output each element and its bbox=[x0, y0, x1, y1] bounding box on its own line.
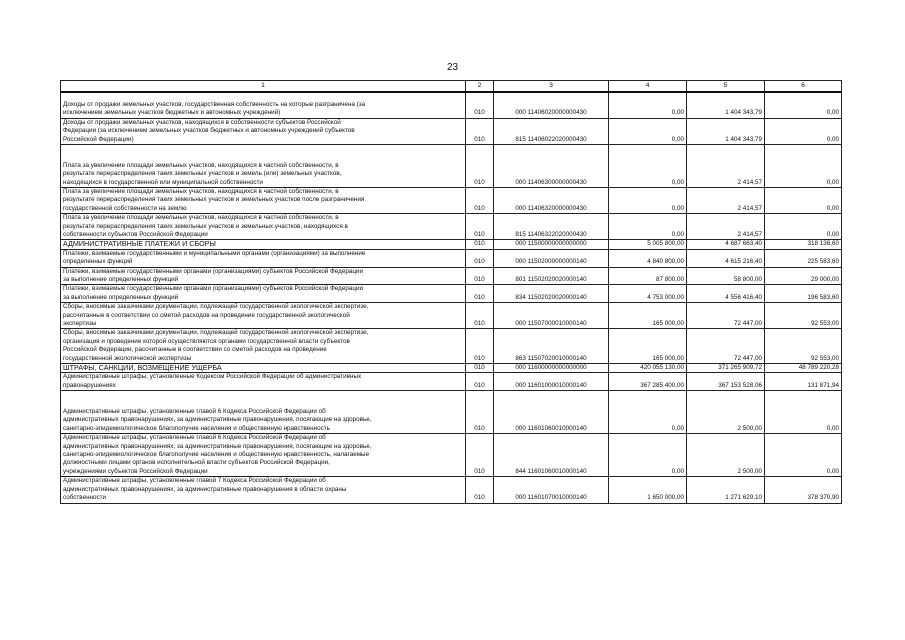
row-col6-value: 0,00 bbox=[765, 144, 842, 187]
row-kbk: 801 11502020020000140 bbox=[494, 267, 609, 285]
row-code: 010 bbox=[466, 373, 494, 391]
row-name: Платежи, взимаемые государственными органами (организациями) субъектов Российской Федерации за выполнение определенных функций bbox=[61, 285, 466, 303]
row-kbk: 000 11507000010000140 bbox=[494, 303, 609, 329]
row-name: Платежи, взимаемые государственными органами (организациями) субъектов Российской Федерации за выполнение определенных функций bbox=[61, 267, 466, 285]
table-row bbox=[61, 144, 842, 187]
table-row bbox=[61, 285, 842, 303]
row-name: Доходы от продажи земельных участков, государственная собственность на которые разграничена (за исключением земельных участков бюджетных и автономных учреждений) bbox=[61, 92, 466, 118]
column-header-5: 5 bbox=[687, 81, 765, 93]
header-row bbox=[61, 81, 842, 93]
row-col5-value: 2 500,00 bbox=[687, 434, 765, 477]
row-col6-value: 0,00 bbox=[765, 92, 842, 118]
column-header-2: 2 bbox=[466, 81, 494, 93]
table-row bbox=[61, 303, 842, 329]
row-col6-value: 29 000,00 bbox=[765, 267, 842, 285]
row-col6-value: 0,00 bbox=[765, 187, 842, 213]
row-col5-value: 72 447,00 bbox=[687, 303, 765, 329]
revenue-table bbox=[60, 80, 842, 504]
row-kbk: 000 11406300000000430 bbox=[494, 144, 609, 187]
row-col5-value: 4 615 216,40 bbox=[687, 249, 765, 267]
row-col6-value: 131 871,94 bbox=[765, 373, 842, 391]
table-row bbox=[61, 267, 842, 285]
row-code: 010 bbox=[466, 240, 494, 249]
row-col5-value: 72 447,00 bbox=[687, 329, 765, 364]
row-col5-value: 2 414,57 bbox=[687, 187, 765, 213]
table-row bbox=[61, 118, 842, 144]
row-code: 010 bbox=[466, 187, 494, 213]
row-code: 010 bbox=[466, 329, 494, 364]
row-col5-value: 2 500,00 bbox=[687, 391, 765, 434]
row-col4-value: 1 650 000,00 bbox=[609, 477, 687, 503]
page-number: 23 bbox=[446, 62, 459, 73]
row-kbk: 000 11502000000000140 bbox=[494, 249, 609, 267]
row-col4-value: 0,00 bbox=[609, 92, 687, 118]
table-row bbox=[61, 92, 842, 118]
row-col4-value: 165 000,00 bbox=[609, 303, 687, 329]
row-col6-value: 318 136,60 bbox=[765, 240, 842, 249]
row-name: ШТРАФЫ, САНКЦИИ, ВОЗМЕЩЕНИЕ УЩЕРБА bbox=[61, 364, 466, 373]
column-header-1: 1 bbox=[61, 81, 466, 93]
table-row bbox=[61, 364, 842, 373]
row-code: 010 bbox=[466, 267, 494, 285]
table-row bbox=[61, 391, 842, 434]
row-col6-value: 196 583,60 bbox=[765, 285, 842, 303]
row-name: Плата за увеличение площади земельных участков, находящихся в частной собственности, в результате перераспределения таких земельных участков и земельных участков, находящихся в собственности субъектов Российской Федерации bbox=[61, 214, 466, 240]
row-kbk: 815 11406322020000430 bbox=[494, 214, 609, 240]
row-name: АДМИНИСТРАТИВНЫЕ ПЛАТЕЖИ И СБОРЫ bbox=[61, 240, 466, 249]
row-kbk: 000 11406320000000430 bbox=[494, 187, 609, 213]
row-col5-value: 1 404 343,79 bbox=[687, 118, 765, 144]
row-code: 010 bbox=[466, 249, 494, 267]
column-header-6: 6 bbox=[765, 81, 842, 93]
row-code: 010 bbox=[466, 285, 494, 303]
row-col5-value: 2 414,57 bbox=[687, 214, 765, 240]
row-col4-value: 367 285 400,00 bbox=[609, 373, 687, 391]
row-col4-value: 0,00 bbox=[609, 144, 687, 187]
row-col5-value: 1 404 343,79 bbox=[687, 92, 765, 118]
row-col6-value: 225 583,60 bbox=[765, 249, 842, 267]
row-col6-value: 0,00 bbox=[765, 214, 842, 240]
table-row bbox=[61, 249, 842, 267]
row-kbk: 000 11601060010000140 bbox=[494, 391, 609, 434]
row-name: Доходы от продажи земельных участков, находящихся в собственности субъектов Российской Федерации (за исключением земельных участков бюджетных и автономных учреждений субъектов Российской Федерации) bbox=[61, 118, 466, 144]
row-kbk: 000 11600000000000000 bbox=[494, 364, 609, 373]
row-col5-value: 4 556 416,40 bbox=[687, 285, 765, 303]
row-col6-value: 92 553,00 bbox=[765, 303, 842, 329]
table-row bbox=[61, 187, 842, 213]
row-code: 010 bbox=[466, 303, 494, 329]
row-code: 010 bbox=[466, 434, 494, 477]
row-code: 010 bbox=[466, 144, 494, 187]
row-col6-value: 0,00 bbox=[765, 118, 842, 144]
row-code: 010 bbox=[466, 92, 494, 118]
row-name: Административные штрафы, установленные главой 6 Кодекса Российской Федерации об административных правонарушениях, за административные правонарушения, посягающие на здоровье, санитарно-эпидемиологическое благополучие населения и общественную нравственность bbox=[61, 391, 466, 434]
table-row bbox=[61, 240, 842, 249]
row-col6-value: 92 553,00 bbox=[765, 329, 842, 364]
row-code: 010 bbox=[466, 477, 494, 503]
row-name: Административные штрафы, установленные главой 6 Кодекса Российской Федерации об административных правонарушениях, за административные правонарушения, посягающие на здоровье, санитарно-эпидемиологическое благополучие населения и общественную нравственность, налагаемые должностными лицами органов исполнительной власти субъектов Российской Федерации, учреждениями субъектов Российской Федерации bbox=[61, 434, 466, 477]
row-col5-value: 4 687 663,40 bbox=[687, 240, 765, 249]
row-col4-value: 0,00 bbox=[609, 434, 687, 477]
row-col4-value: 420 055 130,00 bbox=[609, 364, 687, 373]
row-name: Сборы, вносимые заказчиками документации, подлежащей государственной экологической экспертизе, рассчитанные в соответствии со сметой расходов на проведение государственной экологической экспертизы bbox=[61, 303, 466, 329]
row-col5-value: 58 800,00 bbox=[687, 267, 765, 285]
row-col6-value: 48 789 220,28 bbox=[765, 364, 842, 373]
row-col4-value: 4 753 000,00 bbox=[609, 285, 687, 303]
row-kbk: 815 11406022020000430 bbox=[494, 118, 609, 144]
row-col4-value: 0,00 bbox=[609, 391, 687, 434]
row-kbk: 000 11601070010000140 bbox=[494, 477, 609, 503]
row-col4-value: 0,00 bbox=[609, 118, 687, 144]
row-col4-value: 4 840 800,00 bbox=[609, 249, 687, 267]
row-kbk: 000 11500000000000000 bbox=[494, 240, 609, 249]
row-name: Плата за увеличение площади земельных участков, находящихся в частной собственности, в результате перераспределения таких земельных участков и земель (или) земельных участков, находящихся в государственной или муниципальной собственности bbox=[61, 144, 466, 187]
row-kbk: 863 11507020010000140 bbox=[494, 329, 609, 364]
table-body bbox=[61, 92, 842, 503]
row-col5-value: 1 271 629,10 bbox=[687, 477, 765, 503]
table-row bbox=[61, 477, 842, 503]
row-name: Сборы, вносимые заказчиками документации, подлежащей государственной экологической экспертизе, организация и проведение которой осуществляются органами государственной власти субъектов Российской Федерации, рассчитанные в соответствии со сметой расходов на проведение государственной экологической экспертизы bbox=[61, 329, 466, 364]
row-col6-value: 0,00 bbox=[765, 391, 842, 434]
row-code: 010 bbox=[466, 214, 494, 240]
table-row bbox=[61, 329, 842, 364]
row-col4-value: 0,00 bbox=[609, 187, 687, 213]
row-col5-value: 2 414,57 bbox=[687, 144, 765, 187]
row-col5-value: 371 265 909,72 bbox=[687, 364, 765, 373]
row-code: 010 bbox=[466, 364, 494, 373]
row-code: 010 bbox=[466, 118, 494, 144]
row-name: Плата за увеличение площади земельных участков, находящихся в частной собственности, в результате перераспределения таких земельных участков и земельных участков после разграничения государственной собственности на землю bbox=[61, 187, 466, 213]
row-kbk: 844 11601060010000140 bbox=[494, 434, 609, 477]
row-col6-value: 378 370,90 bbox=[765, 477, 842, 503]
table-row bbox=[61, 214, 842, 240]
row-kbk: 000 11406020000000430 bbox=[494, 92, 609, 118]
row-name: Платежи, взимаемые государственными и муниципальными органами (организациями) за выполнение определенных функций bbox=[61, 249, 466, 267]
column-header-4: 4 bbox=[609, 81, 687, 93]
row-kbk: 834 11502020020000140 bbox=[494, 285, 609, 303]
row-kbk: 000 11601000010000140 bbox=[494, 373, 609, 391]
row-name: Административные штрафы, установленные Кодексом Российской Федерации об административных правонарушениях bbox=[61, 373, 466, 391]
row-code: 010 bbox=[466, 391, 494, 434]
row-col4-value: 5 005 800,00 bbox=[609, 240, 687, 249]
table-row bbox=[61, 373, 842, 391]
row-col4-value: 165 000,00 bbox=[609, 329, 687, 364]
table-row bbox=[61, 434, 842, 477]
row-col6-value: 0,00 bbox=[765, 434, 842, 477]
row-col4-value: 87 800,00 bbox=[609, 267, 687, 285]
row-name: Административные штрафы, установленные главой 7 Кодекса Российской Федерации об административных правонарушениях, за административные правонарушения в области охраны собственности bbox=[61, 477, 466, 503]
row-col5-value: 367 153 528,06 bbox=[687, 373, 765, 391]
column-header-3: 3 bbox=[494, 81, 609, 93]
row-col4-value: 0,00 bbox=[609, 214, 687, 240]
